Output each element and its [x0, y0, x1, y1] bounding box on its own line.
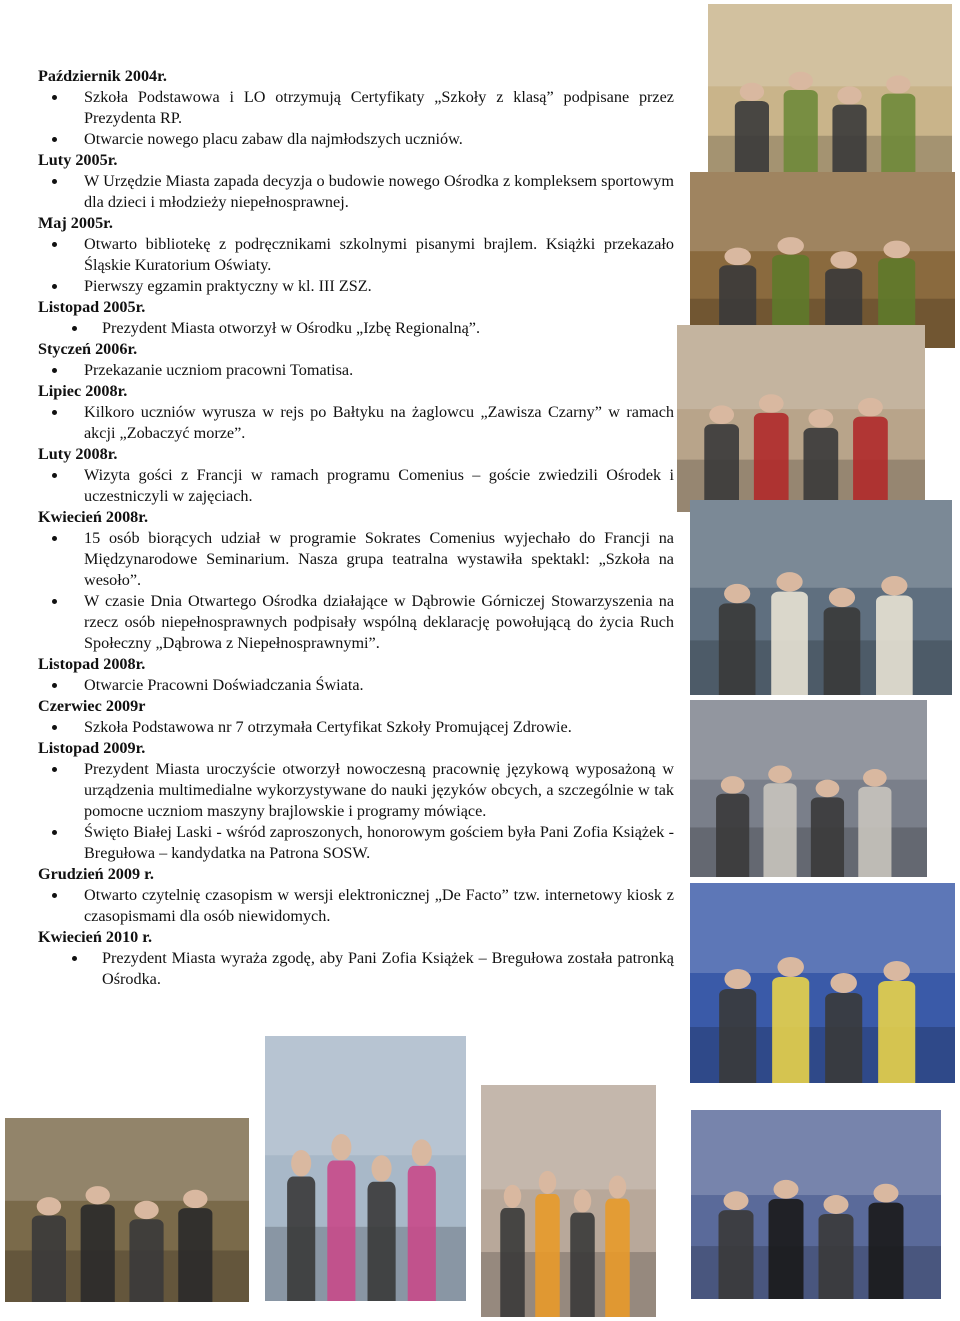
- multimedia-room-photo: [690, 700, 927, 877]
- library-photo: [708, 4, 952, 187]
- award-handover-photo: [691, 1110, 941, 1299]
- timeline-heading: Listopad 2009r.: [38, 739, 146, 757]
- timeline-item: Kilkoro uczniów wyrusza w rejs po Bałtyku na żaglowcu „Zawisza Czarny” w ramach akcji „Zobaczyć morze”.: [38, 402, 674, 444]
- timeline-item: Otwarcie Pracowni Doświadczania Świata.: [38, 675, 674, 696]
- timeline-item: Prezydent Miasta otworzył w Ośrodku „Izbę Regionalną”.: [38, 318, 674, 339]
- ceremony-tent-photo: [690, 500, 952, 695]
- timeline-item: Otwarto czytelnię czasopism w wersji elektronicznej „De Facto” tzw. internetowy kiosk z czasopismami dla osób niewidomych.: [38, 885, 674, 927]
- braille-lab-photo: [481, 1085, 656, 1317]
- timeline-heading: Styczeń 2006r.: [38, 340, 138, 358]
- timeline-heading: Listopad 2008r.: [38, 655, 146, 673]
- speech-audience-photo: [5, 1118, 249, 1302]
- timeline-heading: Kwiecień 2008r.: [38, 508, 148, 526]
- timeline-item: W Urzędzie Miasta zapada decyzja o budowie nowego Ośrodka z kompleksem sportowym dla dzieci i młodzieży niepełnosprawnej.: [38, 171, 674, 213]
- timeline-item: Szkoła Podstawowa nr 7 otrzymała Certyfikat Szkoły Promującej Zdrowie.: [38, 717, 674, 738]
- timeline-heading: Czerwiec 2009r: [38, 697, 146, 715]
- timeline-heading: Lipiec 2008r.: [38, 382, 128, 400]
- white-cane-day-photo: [265, 1036, 466, 1301]
- stage-performance-photo: [690, 883, 955, 1083]
- timeline: [38, 66, 674, 990]
- timeline-heading: Listopad 2005r.: [38, 298, 146, 316]
- timeline-item: Święto Białej Laski - wśród zaproszonych, honorowym gościem była Pani Zofia Książek - Bregułowa – kandydatka na Patrona SOSW.: [38, 822, 674, 864]
- timeline-item: Szkoła Podstawowa i LO otrzymują Certyfikaty „Szkoły z klasą” podpisane przez Prezydenta RP.: [38, 87, 674, 129]
- timeline-heading: Kwiecień 2010 r.: [38, 928, 153, 946]
- timeline-heading: Luty 2008r.: [38, 445, 118, 463]
- timeline-item: Przekazanie uczniom pracowni Tomatisa.: [38, 360, 674, 381]
- timeline-heading: Październik 2004r.: [38, 67, 167, 85]
- timeline-item: Prezydent Miasta wyraża zgodę, aby Pani Zofia Książek – Bregułowa została patronką Ośrodka.: [38, 948, 674, 990]
- timeline-item: Otwarcie nowego placu zabaw dla najmłodszych uczniów.: [38, 129, 674, 150]
- timeline-item: Otwarto bibliotekę z podręcznikami szkolnymi pisanymi brajlem. Książki przekazało Śląskie Kuratorium Oświaty.: [38, 234, 674, 276]
- timeline-heading: Grudzień 2009 r.: [38, 865, 154, 883]
- timeline-heading: Maj 2005r.: [38, 214, 113, 232]
- timeline-item: Prezydent Miasta uroczyście otworzył nowoczesną pracownię językową wyposażoną w urządzenia multimedialne wykorzystywane do nauki języków obcych, a szczególnie w tak pomocne uczniom maszyny brajlowskie i programy mówiące.: [38, 759, 674, 822]
- timeline-item: 15 osób biorących udział w programie Sokrates Comenius wyjechało do Francji na Międzynarodowe Seminarium. Nasza grupa teatralna wystawiła spektakl: „Szkoła na wesoło”.: [38, 528, 674, 591]
- timeline-item: Pierwszy egzamin praktyczny w kl. III ZSZ.: [38, 276, 674, 297]
- herbs-workshop-photo: [690, 172, 955, 348]
- timeline-item: W czasie Dnia Otwartego Ośrodka działające w Dąbrowie Górniczej Stowarzyszenia na rzecz osób niepełnosprawnych podpisały wspólną deklarację powołującą do życia Ruch Społeczny „Dąbrowa z Niepełnosprawnymi”.: [38, 591, 674, 654]
- classroom-child-photo: [677, 325, 925, 512]
- timeline-heading: Luty 2005r.: [38, 151, 118, 169]
- timeline-item: Wizyta gości z Francji w ramach programu Comenius – goście zwiedzili Ośrodek i uczestniczyli w zajęciach.: [38, 465, 674, 507]
